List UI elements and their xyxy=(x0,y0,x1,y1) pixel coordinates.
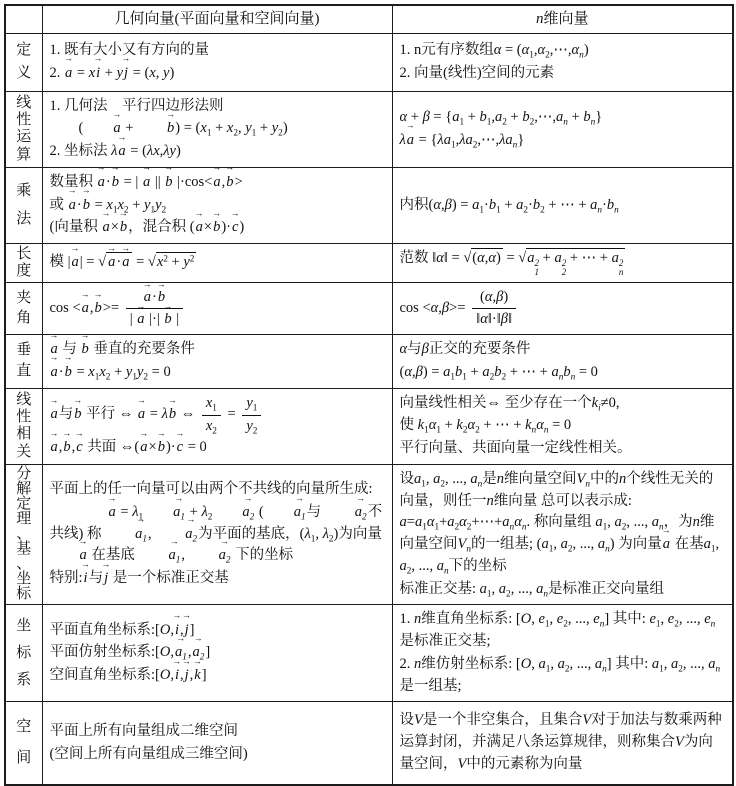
table-row-multiplication xyxy=(5,167,733,243)
cell-length-geometric: 模 |a →| = √ a →·a → = $√x^2 + y^2$ xyxy=(42,244,392,283)
table-row-coordinate-systems xyxy=(5,605,733,702)
cell-coordinate-systems-geometric: 平面直角坐标系:[O,i →,j →] 平面仿射坐标系$:[O,a_1 \to,a_2$ →] 空间直角坐标系:[O,i →,j →,k →] xyxy=(42,605,392,702)
cell-definition-ndim: 1. n元有序数组$\alpha = (\alpha_1,\alpha_2,\cdots,\alpha_n)$ 2. 向量(线性)空间的元素 xyxy=(392,33,733,91)
header-geometric-vectors: 几何向量(平面向量和空间向量) xyxy=(42,5,392,33)
cell-multiplication-geometric: 数量积 a →·b → = | a → || b → |·cos<a →,b →> 或 a →·b → = $x_1x_2 + y_1y_2$ (向量积 a →×b →，混合积 (a →×b →)·c →) xyxy=(42,167,392,243)
header-n-dimensional-vectors: n维向量 xyxy=(392,5,733,33)
cell-perpendicular-ndim: α与β正交的充要条件 $(\alpha,\beta) = a_1b_1 + a_2b_2$ + ⋯ + $a_nb_n = 0$ xyxy=(392,335,733,389)
cell-decomposition-geometric: 平面上的任一向量可以由两个不共线的向量所生成: a → = $\lambda_1$ $a_1$ → + $\lambda_2$ $a_2$ → ( $a_1$ →与 $a_2$ →不共线) 称 $a_1$ →, $a_2$ →为平面的基底，($\lambda_1$, $\lambda_2$)为向量 a → 在基底 $a_1$ →, $a_2$ → 下的坐标 特别:i →与j → 是一个标准正交基 xyxy=(42,464,392,605)
row-label-linear-dependence: 线 性 相 关 xyxy=(5,388,42,464)
cell-linear-operations-ndim: $\alpha + \beta = \{a_1 + b_1,a_2$ + $b_2,\cdots,a_n + b_n$} λa → = $\{\lambda a_1,\lambda a_2,\cdots,\lambda a_n\}$ xyxy=(392,91,733,167)
cell-linear-operations-geometric: 1. 几何法 平行四边形法则 ( a → + b →) = ($x_1 + x_2$, $y_1 + y_2$) 2. 坐标法 λa → = (λx,λy) xyxy=(42,91,392,167)
cell-space-ndim: 设V是一个非空集合，且集合V对于加法与数乘两种运算封闭，并满足八条运算规律，则称集合V为向量空间，V中的元素称为向量 xyxy=(392,702,733,785)
cell-linear-dependence-ndim: 向量线性相关⇔ 至少存在一个$k_i\ne 0$, 使 $k_1\alpha_1 + k_2\alpha_2$ + ⋯ + $k_n\alpha_n = 0$ 平行向量、共面向量一定线性相关。 xyxy=(392,388,733,464)
table-row-space xyxy=(5,702,733,785)
cell-perpendicular-geometric: a → 与 b → 垂直的充要条件 a →·b → = $x_1x_2 + y_1y_2 = 0$ xyxy=(42,335,392,389)
table-row-definition xyxy=(5,33,733,91)
cell-multiplication-ndim: 内积$(\alpha,\beta) = a_1\cdot b_1 + a_2\cdot b_2$ + ⋯ + $a_n\cdot b_n$ xyxy=(392,167,733,243)
row-label-coordinate-systems: 坐 标 系 xyxy=(5,605,42,702)
cell-definition-geometric: 1. 既有大小又有方向的量 2. a → = xi → + yj → = (x, y) xyxy=(42,33,392,91)
row-label-linear-operations: 线 性 运 算 xyxy=(5,91,42,167)
vector-comparison-table xyxy=(4,4,734,786)
table-row-decomposition-basis-coordinates xyxy=(5,464,733,605)
row-label-perpendicular: 垂 直 xyxy=(5,335,42,389)
row-label-multiplication: 乘 法 xyxy=(5,167,42,243)
table-row-perpendicular xyxy=(5,335,733,389)
table-row-angle xyxy=(5,282,733,334)
row-label-space: 空 间 xyxy=(5,702,42,785)
table-header-row xyxy=(5,5,733,33)
row-label-decomposition-basis-coordinates: 分 解 定 理 、 基 、 坐 标 xyxy=(5,464,42,605)
table-row-linear-operations xyxy=(5,91,733,167)
row-label-length: 长 度 xyxy=(5,244,42,283)
cell-coordinate-systems-ndim: 1. n维直角坐标系: [O, $e_1$, $e_2$, ..., $e_n$] 其中: $e_1$, $e_2$, ..., $e_n$是标准正交基; 2. n维仿射坐标系: [O, $a_1$, $a_2$, ..., $a_n$] 其中: $a_1$, $a_2$, ..., $a_n$是一组基; xyxy=(392,605,733,702)
row-label-definition: 定 义 xyxy=(5,33,42,91)
cell-decomposition-ndim: 设$a_1$, $a_2$, ..., $a_n$是n维向量空间$V_n$中的n个线性无关的向量，则任一n维向量 总可以表示成: $a=a_1\alpha_1+a_2\alpha_2+\cdots+a_n\alpha_n$. 称向量组 $a_1$, $a_2$, ..., $a_n$，为n维向量空间$V_n$的一组基; ($a_1$, $a_2$, ..., $a_n$) 为向量a → 在基$a_1$, $a_2$, ..., $a_n$下的坐标 标准正交基: $a_1$, $a_2$, ..., $a_n$是标准正交向量组 xyxy=(392,464,733,605)
cell-linear-dependence-geometric: a →与b → 平行 ⇔ a → = λb → ⇔ $\frac{x_1}{x_2}$ = $\frac{y_1}{y_2}$ a →,b →,c → 共面 ⇔(a →×b →)·c → = 0 xyxy=(42,388,392,464)
cell-angle-geometric: cos <a →,b →>= $\frac{a \to\cdot b \to}{| a \to |\cdot| b \to |}$ xyxy=(42,282,392,334)
header-empty-cell xyxy=(5,5,42,33)
row-label-angle: 夹 角 xyxy=(5,282,42,334)
cell-space-geometric: 平面上所有向量组成二维空间 (空间上所有向量组成三维空间) xyxy=(42,702,392,785)
cell-length-ndim: 范数 ‖α‖ = √(α,α) = √a 2 1 + a 2 2 + ⋯ + a 2 n xyxy=(392,244,733,283)
table-row-linear-dependence xyxy=(5,388,733,464)
table-row-length xyxy=(5,244,733,283)
cell-angle-ndim: cos <α,β>= $\frac{(\alpha,\beta)}{‖\alpha‖\cdot‖\beta‖}$ xyxy=(392,282,733,334)
